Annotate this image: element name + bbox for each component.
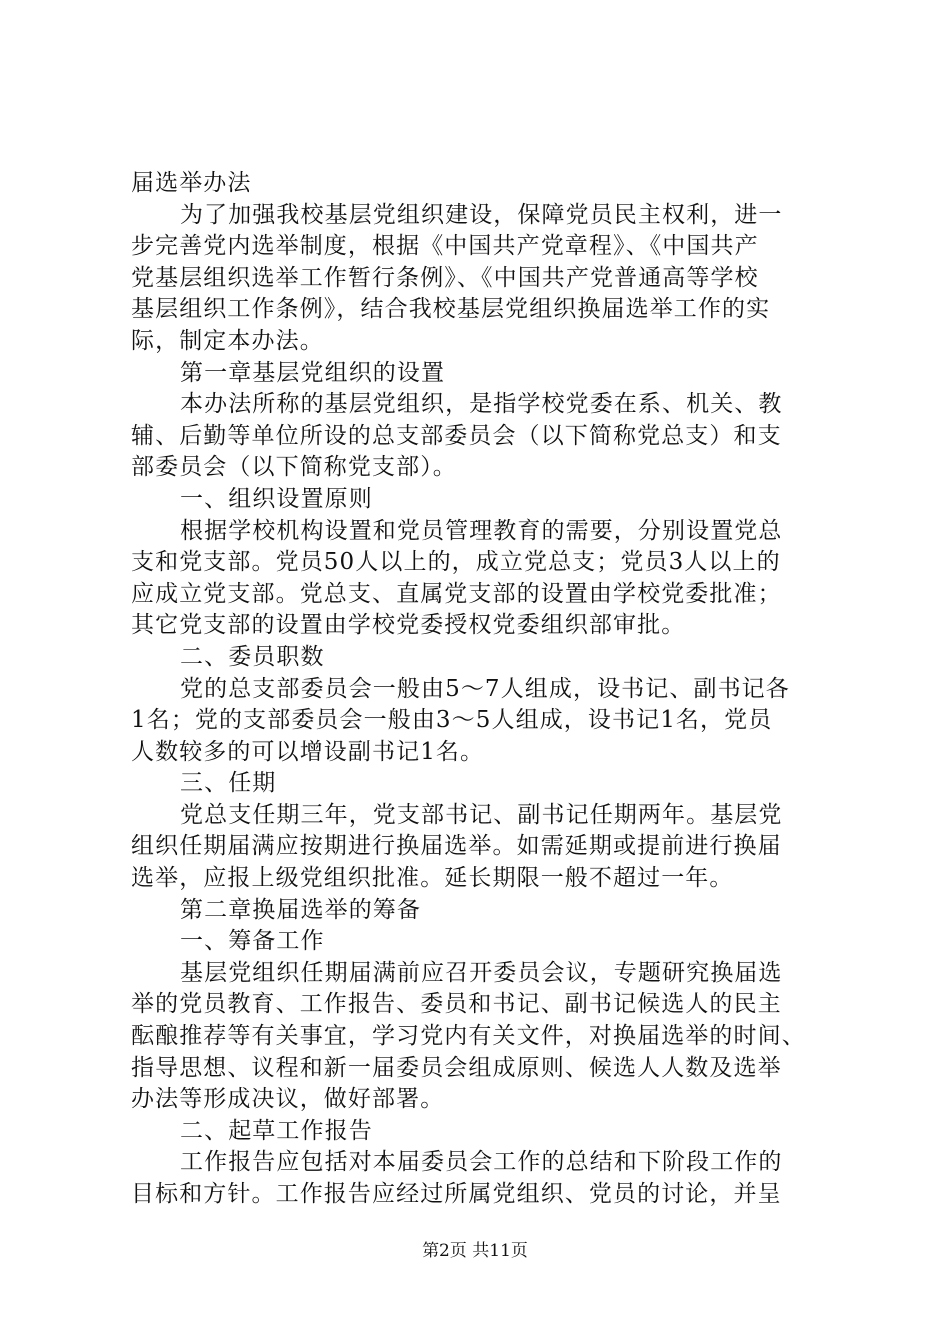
text-line: 步完善党内选举制度，根据《中国共产党章程》、《中国共产 (131, 233, 759, 260)
chapter-heading: 第一章基层党组织的设置 (180, 359, 446, 386)
document-body (131, 168, 836, 1211)
text-line: 指导思想、议程和新一届委员会组成原则、候选人人数及选举 (131, 1054, 782, 1081)
text-line: 1名；党的支部委员会一般由3～5人组成，设书记1名，党员 (131, 707, 773, 734)
text-line: 党基层组织选举工作暂行条例》、《中国共产党普通高等学校 (131, 264, 759, 291)
text-line: 酝酿推荐等有关事宜，学习党内有关文件，对换届选举的时间、 (131, 1023, 806, 1050)
text-line: 基层党组织任期届满前应召开委员会议，专题研究换届选 (180, 959, 783, 986)
text-line: 支和党支部。党员50人以上的，成立党总支；党员3人以上的 (131, 549, 781, 576)
page-number-footer: 第2页 共11页 (422, 1241, 528, 1261)
section-heading: 二、起草工作报告 (180, 1117, 373, 1144)
chapter-heading: 第二章换届选举的筹备 (180, 896, 421, 923)
section-heading: 三、任期 (180, 770, 277, 797)
text-line: 际，制定本办法。 (131, 327, 324, 354)
text-line: 党总支任期三年，党支部书记、副书记任期两年。基层党 (180, 801, 783, 828)
text-line: 基层组织工作条例》，结合我校基层党组织换届选举工作的实 (131, 296, 771, 323)
text-line: 办法等形成决议，做好部署。 (131, 1086, 445, 1113)
text-line: 组织任期届满应按期进行换届选举。如需延期或提前进行换届 (131, 833, 782, 860)
text-line: 根据学校机构设置和党员管理教育的需要，分别设置党总 (180, 517, 783, 544)
text-line: 选举，应报上级党组织批准。延长期限一般不超过一年。 (131, 865, 734, 892)
text-line: 本办法所称的基层党组织，是指学校党委在系、机关、教 (180, 391, 783, 418)
section-heading: 二、委员职数 (180, 643, 325, 670)
section-heading: 一、组织设置原则 (180, 485, 373, 512)
text-line: 部委员会（以下简称党支部）。 (131, 454, 457, 481)
text-line: 应成立党支部。党总支、直属党支部的设置由学校党委批准； (131, 580, 782, 607)
text-line: 党的总支部委员会一般由5～7人组成，设书记、副书记各 (180, 675, 790, 702)
text-line: 举的党员教育、工作报告、委员和书记、副书记候选人的民主 (131, 991, 782, 1018)
text-line: 工作报告应包括对本届委员会工作的总结和下阶段工作的 (180, 1149, 783, 1176)
text-line: 辅、后勤等单位所设的总支部委员会（以下简称党总支）和支 (131, 422, 782, 449)
text-line: 目标和方针。工作报告应经过所属党组织、党员的讨论，并呈 (131, 1181, 782, 1207)
text-line: 为了加强我校基层党组织建设，保障党员民主权利，进一 (180, 201, 783, 228)
text-line: 届选举办法 (131, 170, 252, 196)
text-line: 其它党支部的设置由学校党委授权党委组织部审批。 (131, 612, 686, 639)
text-line: 人数较多的可以增设副书记1名。 (131, 738, 485, 765)
section-heading: 一、筹备工作 (180, 928, 325, 955)
